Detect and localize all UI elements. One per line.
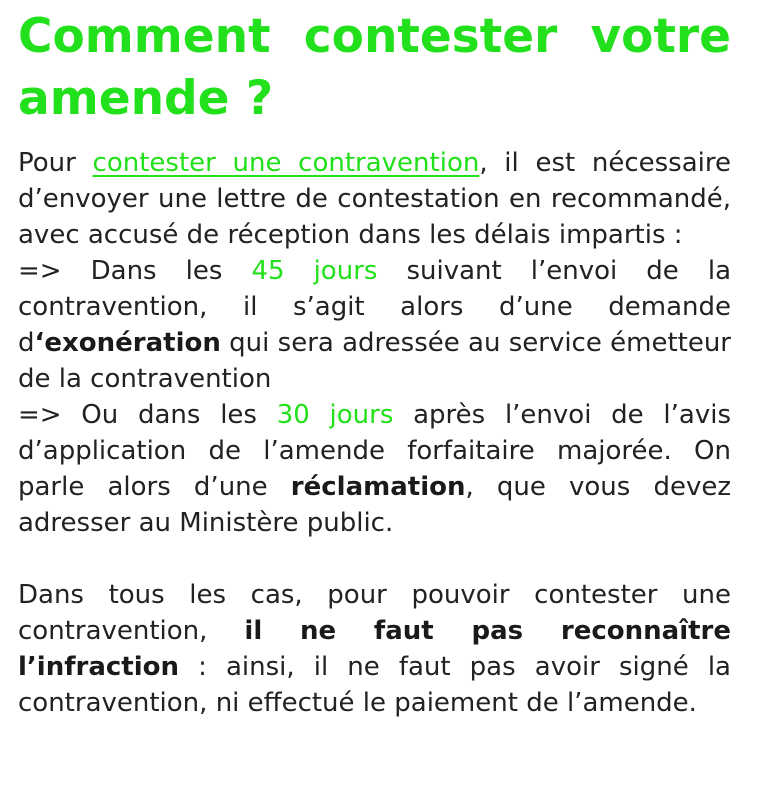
paragraph-delays <box>18 145 731 541</box>
conditions-bold: il ne faut pas reconnaître l’infraction <box>18 616 731 682</box>
intro-text-start: Pour <box>18 148 93 178</box>
conditions-text-start: Dans tous les cas, pour pouvoir contester une contravention, <box>18 580 731 646</box>
item1-suffix: qui sera adressée au service émetteur de la contravention <box>18 328 731 394</box>
item1-prefix: => Dans les <box>18 256 252 286</box>
item1-bold-term: ‘exonération <box>34 328 221 358</box>
item2-bold-term: réclamation <box>290 472 466 502</box>
item1-middle: suivant l’envoi de la contravention, il s’agit alors d’une demande d <box>18 256 731 358</box>
contest-contravention-link[interactable]: contester une contravention <box>92 148 480 178</box>
item2-middle: après l’envoi de l’avis d’application de l’amende forfaitaire majorée. On parle alors d’une <box>18 400 731 502</box>
list-item-reclamation <box>18 397 731 541</box>
paragraph-conditions <box>18 577 731 721</box>
page-title: Comment contester votre amende ? <box>18 9 731 126</box>
conditions-text-end: : ainsi, il ne faut pas avoir signé la contravention, ni effectué le paiement de l’amende. <box>18 652 731 718</box>
intro-text-end: , il est nécessaire d’envoyer une lettre de contestation en recommandé, avec accusé de réception dans les délais impartis : <box>18 148 732 250</box>
list-item-exoneration <box>18 253 731 397</box>
item2-delay-highlight: 30 jours <box>276 400 394 430</box>
item1-delay-highlight: 45 jours <box>251 256 378 286</box>
item2-prefix: => Ou dans les <box>18 400 277 430</box>
item2-suffix: , que vous devez adresser au Ministère public. <box>18 472 731 538</box>
intro-line <box>18 145 731 253</box>
article <box>18 0 731 800</box>
